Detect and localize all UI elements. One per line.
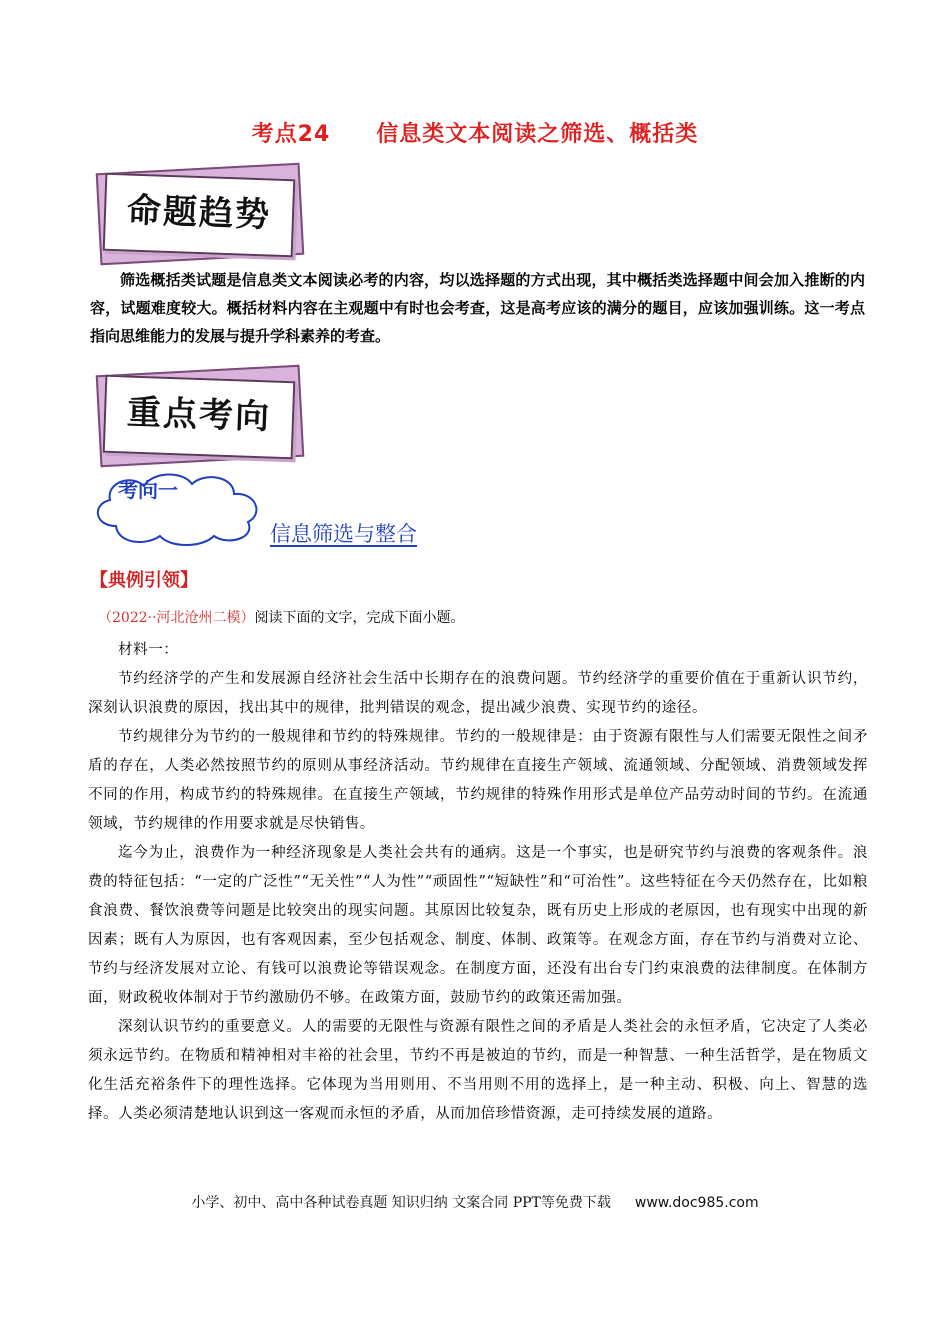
footer-site-link[interactable]: www.doc985.com bbox=[634, 1195, 759, 1211]
cloud-icon bbox=[88, 468, 268, 548]
focus-banner bbox=[90, 366, 305, 464]
intro-paragraph: 筛选概括类试题是信息类文本阅读必考的内容，均以选择题的方式出现，其中概括类选择题中间会加入推断的内容，试题难度较大。概括材料内容在主观题中有时也会考查，这是高考应该的满分的题目，应该加强训练。这一考点指向思维能力的发展与提升学科素养的考查。 bbox=[90, 271, 865, 345]
trend-banner bbox=[90, 164, 305, 262]
direction-heading[interactable]: 信息筛选与整合 bbox=[270, 522, 417, 546]
source-line bbox=[98, 607, 465, 627]
focus-banner-label: 重点考向 bbox=[126, 392, 272, 438]
source-tag: （2022··河北沧州二模） bbox=[98, 610, 255, 626]
trend-banner-label: 命题趋势 bbox=[126, 190, 272, 236]
page-title bbox=[0, 117, 950, 148]
direction-cloud bbox=[88, 468, 268, 548]
paragraph: 深刻认识节约的重要意义。人的需要的无限性与资源有限性之间的矛盾是人类社会的永恒矛盾，它决定了人类必须永远节约。在物质和精神相对丰裕的社会里，节约不再是被迫的节约，而是一种智慧、一种生活哲学，是在物质文化生活充裕条件下的理性选择。它体现为当用则用、不当用则不用的选择上，是一种主动、积极、向上、智慧的选择。人类必须清楚地认识到这一客观而永恒的矛盾，从而加倍珍惜资源，走可持续发展的道路。 bbox=[88, 1019, 868, 1122]
footer-text: 小学、初中、高中各种试卷真题 知识归纳 文案合同 PPT等免费下载 bbox=[191, 1195, 611, 1211]
topic-title: 信息类文本阅读之筛选、概括类 bbox=[376, 122, 699, 147]
example-tag: 【典例引领】 bbox=[90, 570, 198, 591]
footer bbox=[0, 1192, 950, 1212]
paragraph: 节约经济学的产生和发展源自经济社会生活中长期存在的浪费问题。节约经济学的重要价值在于重新认识节约，深刻认识浪费的原因，找出其中的规律，批判错误的观念，提出减少浪费、实现节约的途径。 bbox=[88, 671, 868, 716]
material-body bbox=[88, 636, 868, 1129]
topic-number: 考点24 bbox=[251, 122, 331, 147]
direction-label: 考向一 bbox=[118, 478, 178, 502]
paragraph: 节约规律分为节约的一般规律和节约的特殊规律。节约的一般规律是：由于资源有限性与人们需要无限性之间矛盾的存在，人类必然按照节约的原则从事经济活动。节约规律在直接生产领域、流通领域、分配领域、消费领域发挥不同的作用，构成节约的特殊规律。在直接生产领域，节约规律的特殊作用形式是单位产品劳动时间的节约。在流通领域，节约规律的作用要求就是尽快销售。 bbox=[88, 729, 868, 832]
paragraph: 迄今为止，浪费作为一种经济现象是人类社会共有的通病。这是一个事实，也是研究节约与浪费的客观条件。浪费的特征包括：“一定的广泛性”“无关性”“人为性”“顽固性”“短缺性”和“可治性”。这些特征在今天仍然存在，比如粮食浪费、餐饮浪费等问题是比较突出的现实问题。其原因比较复杂，既有历史上形成的老原因，也有现实中出现的新因素；既有人为原因，也有客观因素，至少包括观念、制度、体制、政策等。在观念方面，存在节约与消费对立论、节约与经济发展对立论、有钱可以浪费论等错误观念。在制度方面，还没有出台专门约束浪费的法律制度。在体制方面，财政税收体制对于节约激励仍不够。在政策方面，鼓励节约的政策还需加强。 bbox=[88, 845, 868, 1006]
source-instruction: 阅读下面的文字，完成下面小题。 bbox=[254, 610, 465, 626]
material-label: 材料一： bbox=[118, 642, 179, 658]
